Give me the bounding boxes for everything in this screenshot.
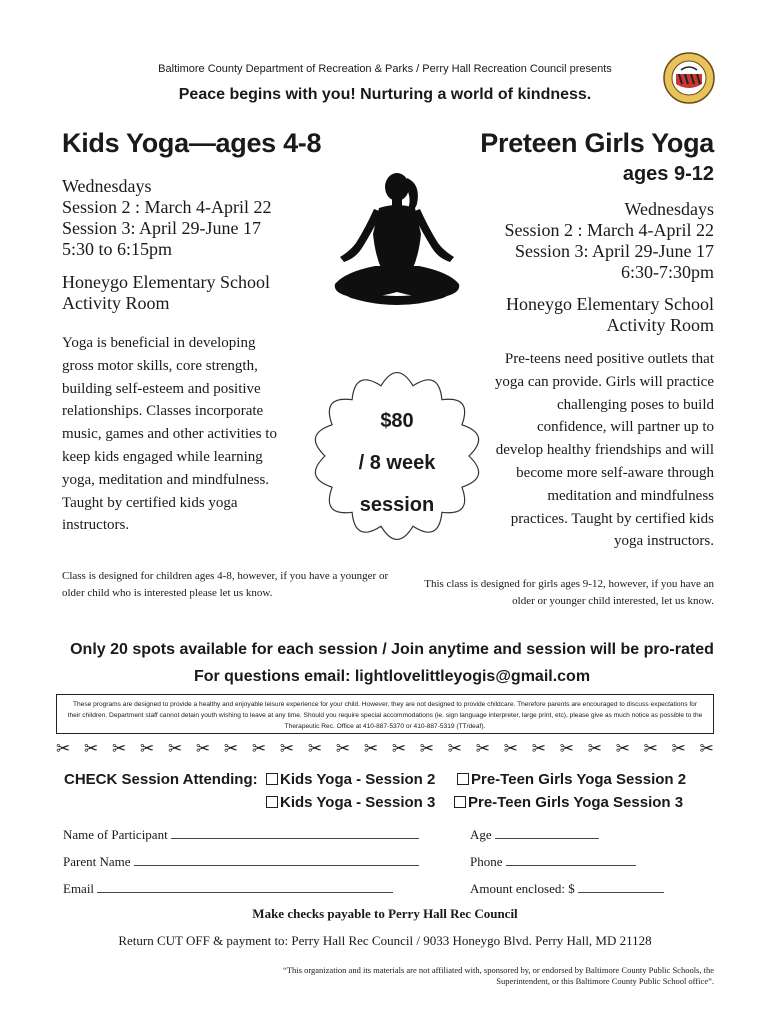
field-label: Parent Name — [63, 854, 131, 869]
scissors-icon: ✂ — [139, 739, 155, 759]
scissors-icon: ✂ — [56, 739, 71, 759]
price-duration: / 8 week — [358, 452, 436, 474]
scissors-icon: ✂ — [111, 739, 127, 759]
participant-name-field[interactable] — [63, 826, 419, 843]
checkbox[interactable] — [454, 796, 466, 808]
kids-location-room: Activity Room — [62, 293, 170, 313]
kids-schedule — [62, 176, 271, 260]
scissors-icon: ✂ — [335, 739, 351, 759]
scissors-icon: ✂ — [83, 739, 99, 759]
scissors-icon: ✂ — [559, 739, 574, 759]
fill-line[interactable] — [134, 853, 419, 866]
scissors-icon: ✂ — [699, 739, 714, 759]
tagline: Peace begins with you! Nurturing a world of kindness. — [178, 86, 592, 103]
price-amount: $80 — [380, 410, 414, 432]
kids-location — [62, 272, 270, 314]
affiliation-disclaimer: “This organization and its materials are not affiliated with, sponsored by, or endorsed by Baltimore County Public Schools, the Superintendent, or this Baltimore County Public School office”. — [283, 965, 714, 986]
option-kids-session-3[interactable] — [266, 794, 435, 811]
preteen-location — [506, 294, 714, 336]
fill-line[interactable] — [506, 853, 636, 866]
scissors-icon: ✂ — [447, 739, 463, 759]
option-preteen-session-3[interactable] — [454, 794, 683, 811]
option-label: Kids Yoga - Session 2 — [280, 771, 436, 788]
email-field[interactable] — [63, 880, 393, 897]
field-label: Phone — [470, 854, 503, 869]
preteen-age-note: This class is designed for girls ages 9-12, however, if you have an older or younger child interested, let us know. — [424, 578, 714, 607]
scissors-cut-line — [56, 739, 714, 763]
preteen-day: Wednesdays — [624, 199, 714, 219]
scissors-icon: ✂ — [503, 739, 518, 759]
preteen-session-2: Session 2 : March 4-April 22 — [504, 220, 714, 240]
scissors-icon: ✂ — [531, 739, 546, 759]
field-label: Amount enclosed: $ — [470, 881, 575, 896]
fill-line[interactable] — [171, 826, 419, 839]
scissors-icon: ✂ — [671, 739, 686, 759]
scissors-icon: ✂ — [419, 739, 435, 759]
option-label: Pre-Teen Girls Yoga Session 2 — [471, 771, 687, 788]
preteen-location-school: Honeygo Elementary School — [506, 294, 714, 314]
yoga-lotus-silhouette-icon — [327, 170, 467, 320]
checkbox[interactable] — [266, 773, 278, 785]
scissors-icon: ✂ — [223, 739, 239, 759]
baltimore-county-seal-icon — [663, 52, 715, 104]
scissors-icon: ✂ — [615, 739, 630, 759]
option-label: Pre-Teen Girls Yoga Session 3 — [468, 794, 684, 811]
preteen-time: 6:30-7:30pm — [621, 262, 714, 282]
kids-yoga-title: Kids Yoga—ages 4-8 — [62, 128, 322, 158]
price-unit: session — [359, 494, 435, 516]
kids-time: 5:30 to 6:15pm — [62, 239, 173, 259]
option-preteen-session-2[interactable] — [457, 771, 686, 788]
preteen-yoga-title: Preteen Girls Yoga — [480, 128, 714, 158]
check-session-label: CHECK Session Attending: — [64, 771, 258, 788]
phone-field[interactable] — [470, 853, 636, 870]
preteen-schedule — [505, 199, 714, 283]
preteen-location-room: Activity Room — [606, 315, 714, 335]
age-field[interactable] — [470, 826, 599, 843]
childcare-disclaimer: These programs are designed to provide a healthy and enjoyable leisure experience for your child. However, they are not designed to provide childcare. Therefore parents are encouraged to discuss expectations for their children. Department staff cannot detain youth wishing to leave at any time. Should you require special accommodations (ie. sign language interpreter, large print, etc), please give as much notice as possible to the Therapeutic Rec. Office at 410-887-5370 or 410-887-5319 (TT/deaf). — [56, 694, 714, 734]
checkbox[interactable] — [457, 773, 469, 785]
kids-description: Yoga is beneficial in developing gross motor skills, core strength, building self-esteem and positive relationships. Classes incorporate music, games and other activities to keep kids engaged while learning yoga, meditation and mindfulness. Taught by certified kids yoga instructors. — [62, 335, 277, 534]
presenter-line: Baltimore County Department of Recreation & Parks / Perry Hall Recreation Council presents — [158, 63, 612, 75]
preteen-session-3: Session 3: April 29-June 17 — [514, 241, 714, 261]
price-badge-text — [310, 400, 484, 526]
scissors-icon: ✂ — [167, 739, 183, 759]
scissors-icon: ✂ — [279, 739, 295, 759]
scissors-icon: ✂ — [251, 739, 267, 759]
preteen-description: Pre-teens need positive outlets that yoga can provide. Girls will practice challenging poses to build confidence, will partner up to develop healthy friendships and will become more self-aware through meditation and mindfulness practices. Taught by certified kids yoga instructors. — [494, 351, 714, 550]
scissors-icon: ✂ — [587, 739, 602, 759]
scissors-icon: ✂ — [307, 739, 323, 759]
field-label: Name of Participant — [63, 827, 168, 842]
fill-line[interactable] — [578, 880, 664, 893]
fill-line[interactable] — [495, 826, 599, 839]
checkbox[interactable] — [266, 796, 278, 808]
scissors-icon: ✂ — [475, 739, 491, 759]
option-label: Kids Yoga - Session 3 — [280, 794, 436, 811]
field-label: Age — [470, 827, 492, 842]
scissors-icon: ✂ — [643, 739, 658, 759]
checks-payable-note: Make checks payable to Perry Hall Rec Council — [252, 906, 518, 921]
amount-enclosed-field[interactable] — [470, 880, 664, 897]
fill-line[interactable] — [97, 880, 393, 893]
field-label: Email — [63, 881, 95, 896]
scissors-icon: ✂ — [391, 739, 407, 759]
kids-session-2: Session 2 : March 4-April 22 — [62, 197, 272, 217]
spots-available-notice: Only 20 spots available for each session / Join anytime and session will be pro-rated — [70, 641, 714, 658]
kids-day: Wednesdays — [62, 176, 152, 196]
preteen-ages: ages 9-12 — [622, 163, 714, 185]
return-address: Return CUT OFF & payment to: Perry Hall Rec Council / 9033 Honeygo Blvd. Perry Hall, MD 21128 — [118, 933, 652, 948]
kids-age-note: Class is designed for children ages 4-8, however, if you have a younger or older child who is interested please let us know. — [62, 570, 389, 599]
option-kids-session-2[interactable] — [266, 771, 435, 788]
questions-email: For questions email: lightlovelittleyogis@gmail.com — [193, 668, 591, 685]
kids-location-school: Honeygo Elementary School — [62, 272, 270, 292]
scissors-icon: ✂ — [363, 739, 379, 759]
parent-name-field[interactable] — [63, 853, 419, 870]
kids-session-3: Session 3: April 29-June 17 — [62, 218, 262, 238]
scissors-icon: ✂ — [195, 739, 211, 759]
